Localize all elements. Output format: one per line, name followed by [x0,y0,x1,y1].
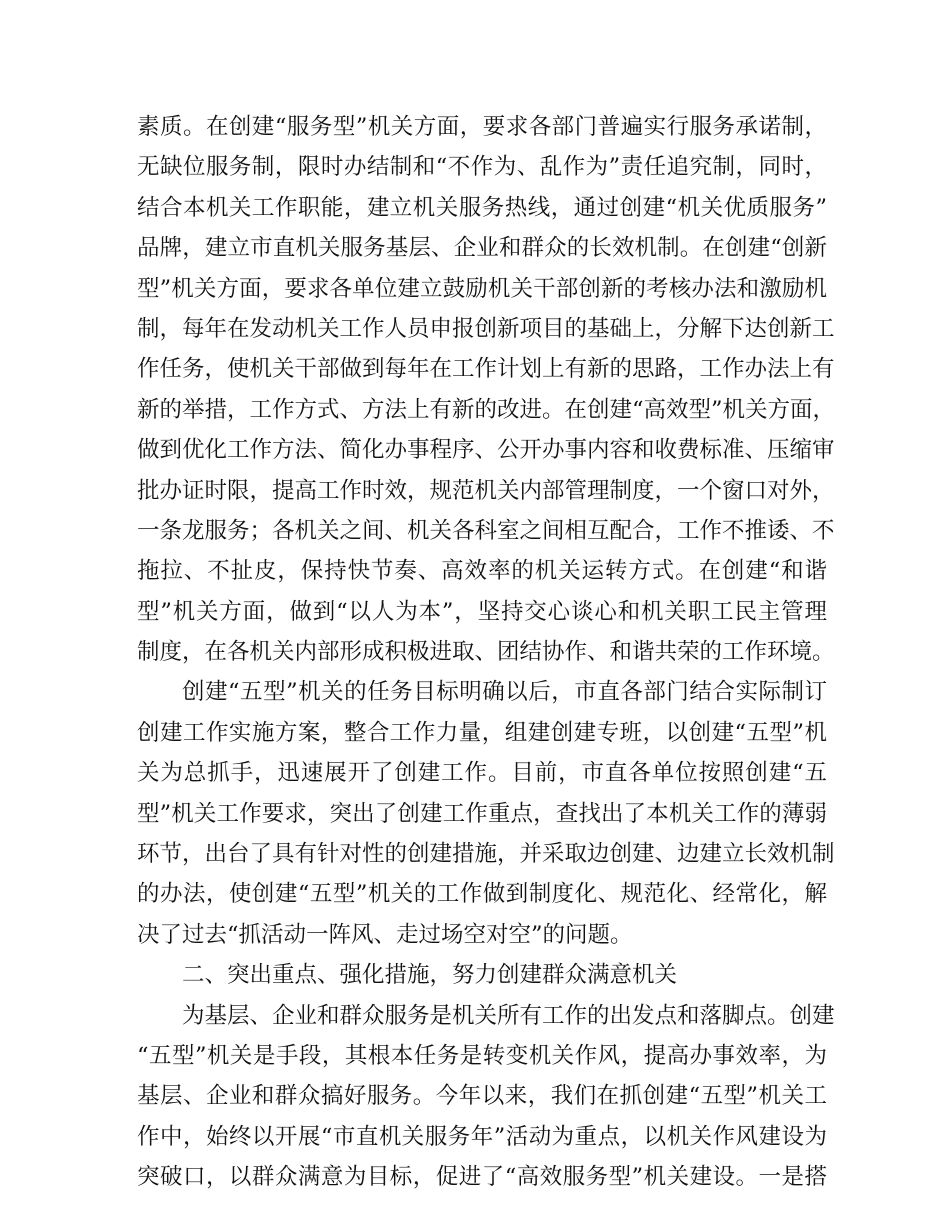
text-line: 决了过去“抓活动一阵风、走过场空对空”的问题。 [137,921,633,948]
section-heading [137,955,827,995]
text-line: 环节，出台了具有针对性的创建措施，并采取边创建、边建立长效机制 [137,841,835,868]
document-body [137,107,836,1198]
text-line: 型”机关工作要求，突出了创建工作重点，查找出了本机关工作的薄弱 [137,800,827,827]
heading-text: 二、突出重点、强化措施，努力创建群众满意机关 [182,962,678,989]
text-line: 做到优化工作方法、简化办事程序、公开办事内容和收费标准、压缩审 [137,437,835,464]
text-line: 关为总抓手，迅速展开了创建工作。目前，市直各单位按照创建“五 [137,760,827,787]
paragraph [137,672,835,955]
text-line: 一条龙服务；各机关之间、机关各科室之间相互配合，工作不推诿、不 [137,517,835,544]
paragraph [137,996,835,1198]
paragraph [137,107,836,672]
text-line: 批办证时限，提高工作时效，规范机关内部管理制度，一个窗口对外， [137,477,835,504]
text-line: 为基层、企业和群众服务是机关所有工作的出发点和落脚点。创建 [182,1002,835,1029]
text-line: 结合本机关工作职能，建立机关服务热线，通过创建“机关优质服务” [137,194,827,221]
text-line: 型”机关方面，要求各单位建立鼓励机关干部创新的考核办法和激励机 [137,275,827,302]
text-line: 型”机关方面，做到“以人为本”，坚持交心谈心和机关职工民主管理 [137,598,827,625]
text-line: 制，每年在发动机关工作人员申报创新项目的基础上，分解下达创新工 [137,315,835,342]
text-line: 制度，在各机关内部形成积极进取、团结协作、和谐共荣的工作环境。 [137,639,835,666]
text-line: 作中，始终以开展“市直机关服务年”活动为重点，以机关作风建设为 [137,1123,827,1150]
text-line: 突破口，以群众满意为目标，促进了“高效服务型”机关建设。一是搭 [137,1164,827,1191]
text-line: 品牌，建立市直机关服务基层、企业和群众的长效机制。在创建“创新 [137,235,827,262]
text-line: 拖拉、不扯皮，保持快节奏、高效率的机关运转方式。在创建“和谐 [137,558,827,585]
text-line: 作任务，使机关干部做到每年在工作计划上有新的思路，工作办法上有 [137,356,835,383]
text-line: 素质。在创建“服务型”机关方面，要求各部门普遍实行服务承诺制， [137,114,827,140]
text-line: 创建“五型”机关的任务目标明确以后，市直各部门结合实际制订 [182,679,827,706]
text-line: 新的举措，工作方式、方法上有新的改进。在创建“高效型”机关方面， [137,396,836,423]
text-line: 创建工作实施方案，整合工作力量，组建创建专班，以创建“五型”机 [137,719,827,746]
text-line: “五型”机关是手段，其根本任务是转变机关作风，提高办事效率，为 [137,1042,827,1069]
text-line: 无缺位服务制，限时办结制和“不作为、乱作为”责任追究制，同时， [137,154,827,181]
text-line: 的办法，使创建“五型”机关的工作做到制度化、规范化、经常化，解 [137,881,827,908]
text-line: 基层、企业和群众搞好服务。今年以来，我们在抓创建“五型”机关工 [137,1083,827,1110]
